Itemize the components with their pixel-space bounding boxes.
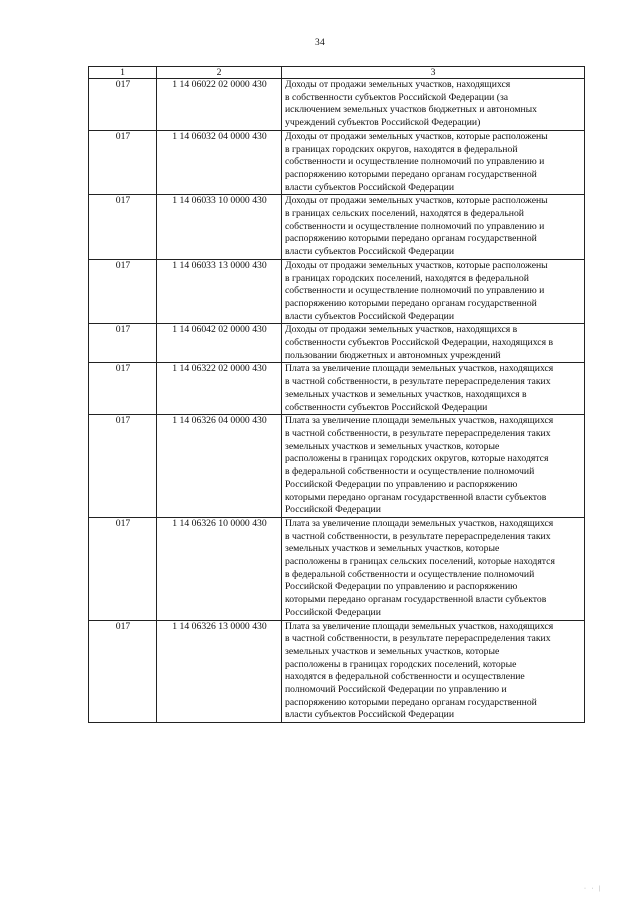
table-row [89, 620, 585, 723]
revenue-name-line: земельных участков и земельных участков, находящихся в [285, 388, 527, 400]
column-header-2: 2 [157, 67, 282, 79]
revenue-name-line: власти субъектов Российской Федерации [285, 310, 455, 322]
revenue-name-line: в частной собственности, в результате перераспределения таких [285, 530, 551, 542]
revenue-name-line: расположены в границах городских округов, которые находятся [285, 453, 549, 465]
revenue-name-line: Российской Федерации по управлению и распоряжению [285, 478, 518, 490]
revenue-name-line: в частной собственности, в результате перераспределения таких [285, 376, 551, 388]
revenue-name-line: Доходы от продажи земельных участков, которые расположены [285, 130, 548, 142]
revenue-name-line: в частной собственности, в результате перераспределения таких [285, 633, 551, 645]
revenue-name-line: которыми передано органам государственной власти субъектов [285, 594, 547, 606]
revenue-name-line: распоряжению которыми передано органам государственной [285, 233, 537, 245]
revenue-name-line: учреждений субъектов Российской Федерации) [285, 117, 481, 129]
revenue-name-line: собственности и осуществление полномочий по управлению и [285, 156, 545, 168]
table-row [89, 415, 585, 518]
table-row [89, 195, 585, 260]
column-header-3: 3 [282, 67, 585, 79]
revenue-name-line: Доходы от продажи земельных участков, находящихся в [285, 324, 518, 336]
table-row [89, 259, 585, 324]
budget-classification-code-cell: 1 14 06032 04 0000 430 [157, 130, 282, 195]
revenue-name-cell [282, 259, 585, 324]
revenue-name-line: Плата за увеличение площади земельных участков, находящихся [285, 415, 554, 427]
revenue-name-line: расположены в границах городских поселений, которые [285, 658, 517, 670]
revenue-name-line: которыми передано органам государственной власти субъектов [285, 491, 547, 503]
revenue-name-line: распоряжению которыми передано органам государственной [285, 297, 537, 309]
revenue-name-line: в федеральной собственности и осуществление полномочий [285, 466, 535, 478]
revenue-name-line: Плата за увеличение площади земельных участков, находящихся [285, 363, 554, 375]
table-row [89, 130, 585, 195]
table-row [89, 79, 585, 131]
table-row [89, 324, 585, 363]
revenue-name-line: Российской Федерации [285, 606, 381, 618]
budget-classification-code-cell: 1 14 06326 04 0000 430 [157, 415, 282, 518]
revenue-name-line: собственности субъектов Российской Федерации [285, 401, 488, 413]
revenue-name-cell [282, 517, 585, 620]
revenue-name-line: распоряжению которыми передано органам государственной [285, 168, 537, 180]
admin-code-cell: 017 [89, 79, 157, 131]
page-number: 34 [315, 38, 325, 48]
budget-classification-code-cell: 1 14 06322 02 0000 430 [157, 363, 282, 415]
revenue-name-line: полномочий Российской Федерации по управлению и [285, 684, 507, 696]
revenue-name-line: Российской Федерации [285, 504, 381, 516]
budget-classification-code-cell: 1 14 06022 02 0000 430 [157, 79, 282, 131]
table-row [89, 517, 585, 620]
column-header-1: 1 [89, 67, 157, 79]
admin-code-cell: 017 [89, 130, 157, 195]
budget-classification-code-cell: 1 14 06033 13 0000 430 [157, 259, 282, 324]
revenue-name-line: в границах сельских поселений, находятся в федеральной [285, 208, 524, 220]
budget-classification-code-cell: 1 14 06042 02 0000 430 [157, 324, 282, 363]
admin-code-cell: 017 [89, 324, 157, 363]
revenue-name-line: находятся в федеральной собственности и осуществление [285, 671, 525, 683]
revenue-name-line: Доходы от продажи земельных участков, которые расположены [285, 195, 548, 207]
revenue-name-line: Плата за увеличение площади земельных участков, находящихся [285, 517, 554, 529]
admin-code-cell: 017 [89, 517, 157, 620]
revenue-name-cell [282, 415, 585, 518]
revenue-name-line: в границах городских округов, находятся в федеральной [285, 143, 518, 155]
revenue-name-line: распоряжению которыми передано органам государственной [285, 696, 537, 708]
admin-code-cell: 017 [89, 195, 157, 260]
revenue-name-line: Доходы от продажи земельных участков, которые расположены [285, 259, 548, 271]
revenue-name-cell [282, 324, 585, 363]
table-body [89, 79, 585, 723]
revenue-name-line: в границах городских поселений, находятся в федеральной [285, 272, 529, 284]
revenue-name-cell [282, 195, 585, 260]
budget-classification-code-cell: 1 14 06326 10 0000 430 [157, 517, 282, 620]
revenue-name-line: пользовании бюджетных и автономных учреждений [285, 349, 501, 361]
revenue-name-cell [282, 620, 585, 723]
revenue-name-line: Доходы от продажи земельных участков, находящихся [285, 79, 511, 90]
revenue-name-line: земельных участков и земельных участков, которые [285, 543, 500, 555]
revenue-name-line: в федеральной собственности и осуществление полномочий [285, 568, 535, 580]
scan-artifact: · · | [584, 886, 603, 892]
revenue-name-cell [282, 79, 585, 131]
revenue-name-line: власти субъектов Российской Федерации [285, 709, 455, 721]
revenue-name-cell [282, 363, 585, 415]
revenue-name-line: в частной собственности, в результате перераспределения таких [285, 427, 551, 439]
revenue-name-line: земельных участков и земельных участков, которые [285, 440, 500, 452]
revenue-name-line: собственности и осуществление полномочий по управлению и [285, 285, 545, 297]
revenue-name-line: собственности субъектов Российской Федерации, находящихся в [285, 337, 554, 349]
admin-code-cell: 017 [89, 620, 157, 723]
revenue-name-line: земельных участков и земельных участков, которые [285, 645, 500, 657]
revenue-name-line: собственности и осуществление полномочий по управлению и [285, 220, 545, 232]
revenue-name-line: власти субъектов Российской Федерации [285, 181, 455, 193]
revenue-name-cell [282, 130, 585, 195]
table-header-row [89, 67, 585, 79]
revenue-name-line: Российской Федерации по управлению и распоряжению [285, 581, 518, 593]
budget-classification-code-cell: 1 14 06326 13 0000 430 [157, 620, 282, 723]
admin-code-cell: 017 [89, 259, 157, 324]
admin-code-cell: 017 [89, 363, 157, 415]
revenue-name-line: в собственности субъектов Российской Федерации (за [285, 91, 509, 103]
revenue-name-line: власти субъектов Российской Федерации [285, 246, 455, 258]
revenue-name-line: расположены в границах сельских поселений, которые находятся [285, 556, 555, 568]
revenue-codes-table [88, 66, 585, 723]
budget-classification-code-cell: 1 14 06033 10 0000 430 [157, 195, 282, 260]
admin-code-cell: 017 [89, 415, 157, 518]
table-row [89, 363, 585, 415]
revenue-name-line: Плата за увеличение площади земельных участков, находящихся [285, 620, 554, 632]
revenue-name-line: исключением земельных участков бюджетных и автономных [285, 104, 538, 116]
